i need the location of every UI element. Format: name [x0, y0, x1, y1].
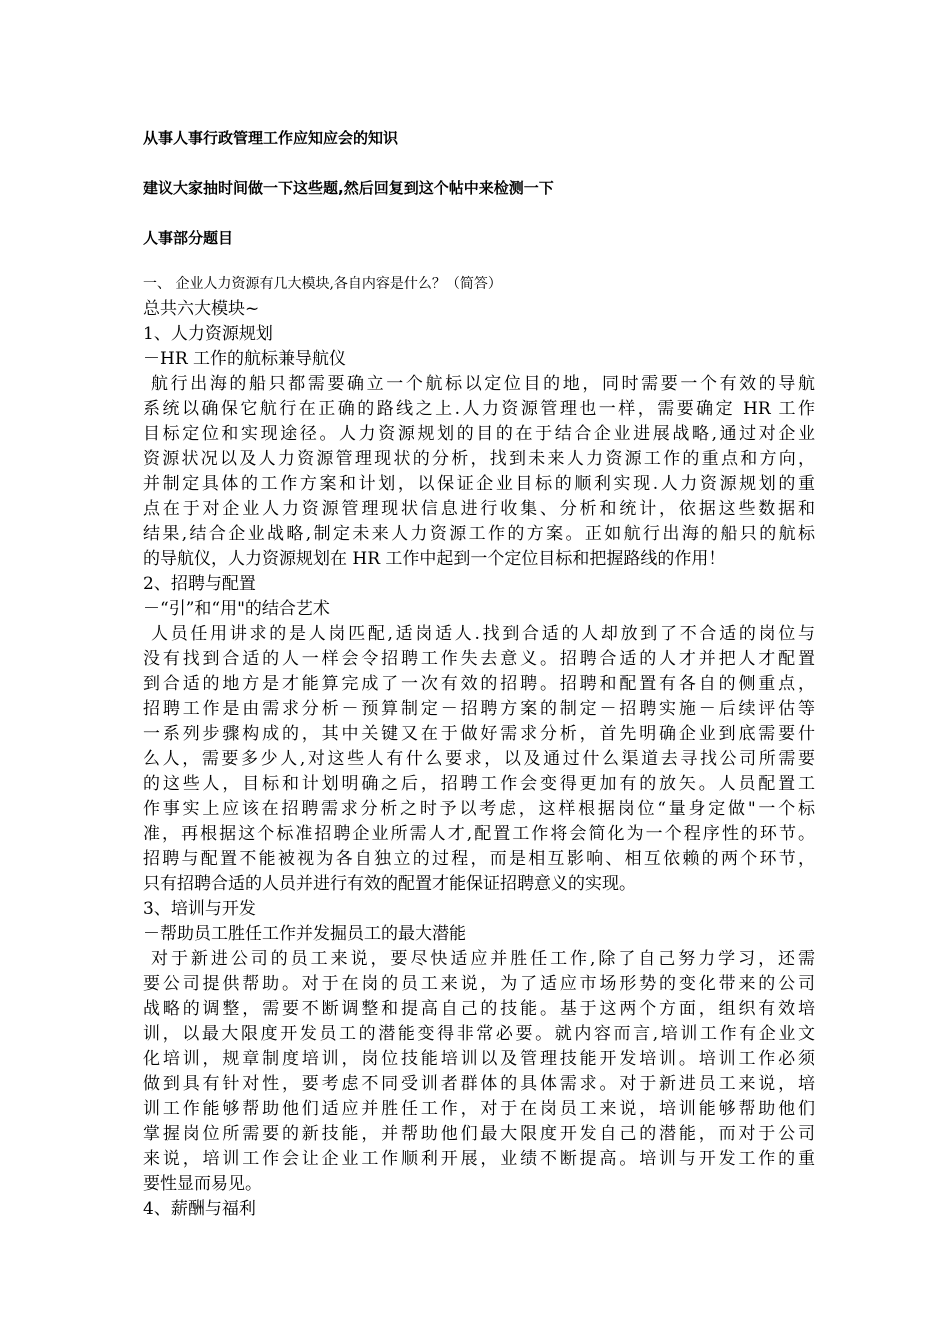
paragraph-line: 的这些人，目标和计划明确之后，招聘工作会变得更加有的放矢。人员配置工 [143, 774, 815, 794]
module-heading: 4、薪酬与福利 [143, 1199, 256, 1219]
paragraph-line: 资源状况以及人力资源管理现状的分析，找到未来人力资源工作的重点和方向， [143, 449, 815, 469]
section-heading: 人事部分题目 [143, 229, 234, 247]
module-subtitle: －帮助员工胜任工作并发掘员工的最大潜能 [143, 924, 466, 944]
paragraph-line: 没有找到合适的人一样会令招聘工作失去意义。招聘合适的人才并把人才配置 [143, 649, 815, 669]
paragraph-line: 人员任用讲求的是人岗匹配,适岗适人.找到合适的人却放到了不合适的岗位与 [151, 624, 815, 644]
paragraph-line: 招聘与配置不能被视为各自独立的过程，而是相互影响、相互依赖的两个环节， [143, 849, 815, 869]
document-subtitle: 建议大家抽时间做一下这些题,然后回复到这个帖中来检测一下 [143, 179, 554, 197]
paragraph-line: 掌握岗位所需要的新技能，并帮助他们最大限度开发自己的潜能，而对于公司 [143, 1124, 815, 1144]
document-title: 从事人事行政管理工作应知应会的知识 [143, 129, 399, 147]
paragraph-line: 并制定具体的工作方案和计划，以保证企业目标的顺利实现.人力资源规划的重 [143, 474, 815, 494]
paragraph-line: 么人，需要多少人,对这些人有什么要求，以及通过什么渠道去寻找公司所需要 [143, 749, 815, 769]
paragraph-line: 结果,结合企业战略,制定未来人力资源工作的方案。正如航行出海的船只的航标 [143, 524, 815, 544]
document-body [143, 272, 815, 1222]
paragraph-line: 招聘工作是由需求分析－预算制定－招聘方案的制定－招聘实施－后续评估等 [143, 699, 815, 719]
paragraph-line: 到合适的地方是才能算完成了一次有效的招聘。招聘和配置有各自的侧重点， [143, 674, 815, 694]
paragraph-line: 作事实上应该在招聘需求分析之时予以考虑，这样根据岗位“量身定做"一个标 [143, 799, 815, 819]
paragraph-line: 航行出海的船只都需要确立一个航标以定位目的地，同时需要一个有效的导航 [151, 374, 815, 394]
module-heading: 3、培训与开发 [143, 899, 256, 919]
paragraph-line: 战略的调整，需要不断调整和提高自己的技能。基于这两个方面，组织有效培 [143, 999, 815, 1019]
text-line: 总共六大模块~ [143, 299, 260, 319]
module-subtitle: －“引”和“用"的结合艺术 [143, 599, 330, 619]
paragraph-line: 准，再根据这个标准招聘企业所需人才,配置工作将会简化为一个程序性的环节。 [143, 824, 815, 844]
paragraph-line: 训工作能够帮助他们适应并胜任工作，对于在岗员工来说，培训能够帮助他们 [143, 1099, 815, 1119]
paragraph-line: 训，以最大限度开发员工的潜能变得非常必要。就内容而言,培训工作有企业文 [143, 1024, 815, 1044]
paragraph-line: 做到具有针对性，要考虑不同受训者群体的具体需求。对于新进员工来说，培 [143, 1074, 815, 1094]
paragraph-line: 来说，培训工作会让企业工作顺利开展，业绩不断提高。培训与开发工作的重 [143, 1149, 815, 1169]
paragraph-line: 点在于对企业人力资源管理现状信息进行收集、分析和统计，依据这些数据和 [143, 499, 815, 519]
paragraph-line: 一系列步骤构成的，其中关键又在于做好需求分析，首先明确企业到底需要什 [143, 724, 815, 744]
paragraph-line: 对于新进公司的员工来说，要尽快适应并胜任工作,除了自己努力学习，还需 [151, 949, 815, 969]
paragraph-line: 要性显而易见。 [143, 1174, 262, 1194]
paragraph-line: 目标定位和实现途径。人力资源规划的目的在于结合企业进展战略,通过对企业 [143, 424, 815, 444]
paragraph-line: 系统以确保它航行在正确的路线之上.人力资源管理也一样，需要确定 HR 工作 [143, 399, 815, 419]
paragraph-line: 要公司提供帮助。对于在岗的员工来说，为了适应市场形势的变化带来的公司 [143, 974, 815, 994]
module-heading: 1、人力资源规划 [143, 324, 273, 344]
module-heading: 2、招聘与配置 [143, 574, 256, 594]
paragraph-line: 的导航仪，人力资源规划在 HR 工作中起到一个定位目标和把握路线的作用！ [143, 549, 726, 569]
question-line: 一、 企业人力资源有几大模块,各自内容是什么？（简答） [143, 276, 502, 292]
paragraph-line: 化培训，规章制度培训，岗位技能培训以及管理技能开发培训。培训工作必须 [143, 1049, 815, 1069]
module-subtitle: －HR 工作的航标兼导航仪 [143, 349, 347, 369]
paragraph-line: 只有招聘合适的人员并进行有效的配置才能保证招聘意义的实现。 [143, 874, 636, 894]
